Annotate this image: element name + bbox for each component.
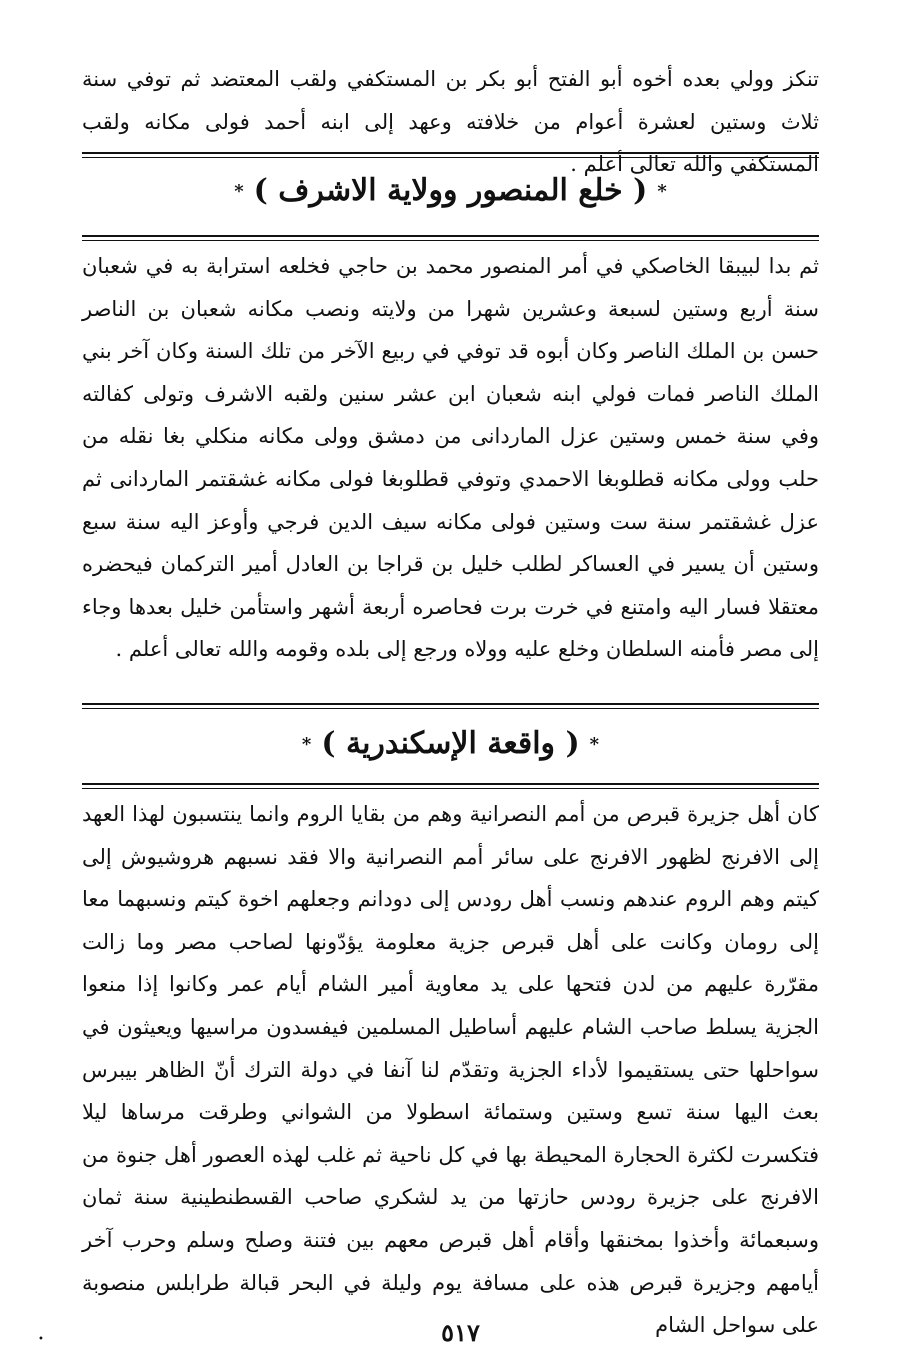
section-title-2: ( واقعة الإسكندرية ) (321, 726, 580, 761)
section-divider (82, 783, 819, 789)
section-title-1: ( خلع المنصور وولاية الاشرف ) (253, 173, 648, 208)
star-ornament: * (657, 181, 667, 202)
star-ornament: * (301, 734, 312, 755)
section-divider (82, 703, 819, 709)
section-body-1: ثم بدا لبيبقا الخاصكي في أمر المنصور محمد بن حاجي فخلعه استرابة به في شعبان سنة أربع وستين لسبعة وعشرين شهرا من ولايته ونصب مكانه شعبان بن الناصر حسن بن الملك الناصر وكان أبوه قد توفي في ربيع الآخر من تلك السنة وكان آخر بني الملك الناصر فمات فولي ابنه شعبان ابن عشر سنين ولقبه الاشرف وتولى كفالته وفي سنة خمس وستين عزل الماردانى من دمشق وولى مكانه منكلي بغا نقله من حلب وولى مكانه قطلوبغا الاحمدي وتوفي قطلوبغا فولى مكانه غشقتمر الماردانى ثم عزل غشقتمر سنة ست وستين فولى مكانه سيف الدين فرجي وأوعز اليه سنة سبع وستين أن يسير في العساكر لطلب خليل بن قراجا بن العادل أمير التركمان فيحضره معتقلا فسار اليه وامتنع في خرت برت فحاصره أربعة أشهر واستأمن خليل بعدها وجاء إلى مصر فأمنه السلطان وخلع عليه وولاه ورجع إلى بلده وقومه والله تعالى أعلم . (82, 254, 819, 662)
section-heading-2 (82, 726, 819, 769)
margin-mark: • (38, 1334, 44, 1345)
page-number: ٥١٧ (441, 1318, 480, 1347)
star-ornament: * (589, 734, 600, 755)
page-body (82, 58, 819, 1347)
section-divider (82, 235, 819, 241)
section-body-2: كان أهل جزيرة قبرص من أمم النصرانية وهم من بقايا الروم وانما ينتسبون لهذا العهد إلى الافرنج لظهور الافرنج على سائر أمم النصرانية والا فقد نسبهم هروشيوش إلى كيتم وهم الروم عندهم ونسب أهل رودس إلى دودانم وجعلهم اخوة كيتم ونسبهما معا إلى رومان وكانت على أهل قبرص جزية معلومة يؤدّونها لصاحب مصر وما زالت مقرّرة عليهم من لدن فتحها على يد معاوية أمير الشام أيام عمر وكانوا إذا منعوا الجزية يسلط صاحب الشام عليهم أساطيل المسلمين فيفسدون مراسيها ويعيثون في سواحلها حتى يستقيموا لأداء الجزية وتقدّم لنا آنفا في دولة الترك أنّ الظاهر بيبرس بعث اليها سنة تسع وستين وستمائة اسطولا من الشواني وطرقت مرساها ليلا فتكسرت لكثرة الحجارة المحيطة بها في كل ناحية ثم غلب لهذه العصور أهل جنوة من الافرنج على جزيرة رودس حازتها من يد لشكري صاحب القسطنطينية سنة ثمان وسبعمائة وأخذوا بمخنقها وأقام أهل قبرص معهم بين فتنة وصلح وسلم وحرب آخر أيامهم وجزيرة قبرص هذه على مسافة يوم وليلة في البحر قبالة طرابلس منصوبة على سواحل الشام (82, 802, 819, 1338)
intro-paragraph: تنكز وولي بعده أخوه أبو الفتح أبو بكر بن المستكفي ولقب المعتضد ثم توفي سنة ثلاث وستين لعشرة أعوام من خلافته وعهد إلى ابنه أحمد فولى مكانه ولقب المستكفي والله تعالى أعلم . (82, 67, 819, 177)
star-ornament: * (234, 181, 244, 202)
